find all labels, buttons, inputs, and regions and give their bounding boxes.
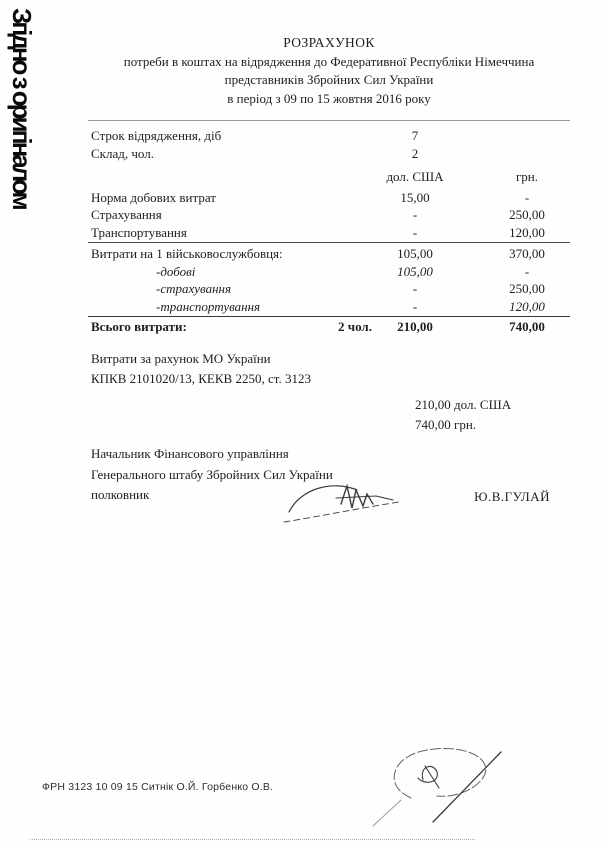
sum-uah: 740,00 грн. [415, 417, 477, 432]
value-uah: 250,00 [509, 207, 545, 222]
expense-table [88, 120, 570, 336]
value-usd: - [412, 224, 418, 240]
signer-position-1: Начальник Фінансового управління [91, 446, 289, 461]
table-row [88, 127, 570, 145]
value-uah: 120,00 [509, 298, 545, 314]
total-people: 2 чол. [338, 319, 372, 334]
title-subtitle-1: потреби в коштах на відрядження до Федеративної Республіки Німеччина [123, 53, 535, 69]
table-subrow [88, 280, 570, 298]
currency-header-row [88, 168, 570, 186]
row-label: Склад, чол. [91, 145, 154, 161]
sum-usd: 210,00 дол. США [415, 397, 512, 412]
signer-position-2: Генерального штабу Збройних Сил України [91, 466, 333, 482]
table-row [88, 245, 570, 263]
value-usd: 105,00 [397, 263, 433, 279]
total-usd: 210,00 [397, 319, 433, 334]
title-period: в період з 09 по 15 жовтня 2016 року [227, 90, 431, 106]
value-usd: - [412, 207, 418, 222]
row-label: -транспортування [156, 298, 261, 314]
budget-codes: КПКВ 2101020/13, КЕКВ 2250, ст. 3123 [91, 371, 311, 386]
document-content [88, 34, 570, 524]
bottom-signature-scribble [365, 738, 515, 838]
row-label: Транспортування [91, 224, 187, 240]
signature-scribble [281, 474, 411, 526]
funding-block [88, 349, 570, 389]
value-usd: - [412, 298, 418, 314]
row-label: Норма добових витрат [91, 189, 216, 205]
footer-note: ФРН 3123 10 09 15 Ситнік О.Й. Горбенко О.В. [42, 781, 274, 793]
table-row [88, 206, 570, 224]
value-usd: 105,00 [397, 246, 433, 261]
row-label: -добові [156, 263, 196, 279]
sum-block [415, 395, 570, 435]
currency-header-usd: дол. США [386, 169, 444, 184]
row-label: Страхування [91, 207, 162, 222]
value-uah: - [524, 263, 530, 279]
value-uah: 370,00 [509, 246, 545, 261]
table-row [88, 145, 570, 163]
row-label: Витрати на 1 військовослужбовця: [91, 246, 283, 261]
certification-stamp: Згідно з оригіналом [7, 8, 37, 208]
total-row [88, 316, 570, 336]
table-subrow [88, 263, 570, 281]
value-usd: 7 [411, 128, 419, 143]
table-subrow [88, 298, 570, 316]
currency-header-uah: грн. [515, 169, 539, 184]
value-uah: - [524, 189, 530, 205]
funding-note: Витрати за рахунок МО України [91, 351, 271, 366]
total-uah: 740,00 [509, 319, 545, 334]
table-rule [88, 242, 570, 243]
row-label: -страхування [156, 281, 232, 296]
title-subtitle-2: представників Збройних Сил України [224, 72, 434, 87]
value-usd: 15,00 [400, 189, 430, 205]
value-uah: 250,00 [509, 281, 545, 296]
signer-rank: полковник [91, 487, 150, 502]
table-row [88, 189, 570, 207]
signer-name: Ю.В.ГУЛАЙ [474, 489, 550, 504]
document-title: РОЗРАХУНОК [283, 35, 375, 50]
row-label: Строк відрядження, діб [91, 128, 222, 143]
table-row [88, 224, 570, 242]
total-label: Всього витрати: [91, 319, 187, 334]
signer-block [88, 444, 570, 524]
value-usd: - [412, 281, 418, 296]
title-block [88, 34, 570, 108]
value-uah: 120,00 [509, 224, 545, 240]
scan-artifact-line [30, 839, 475, 840]
value-usd: 2 [411, 145, 419, 161]
